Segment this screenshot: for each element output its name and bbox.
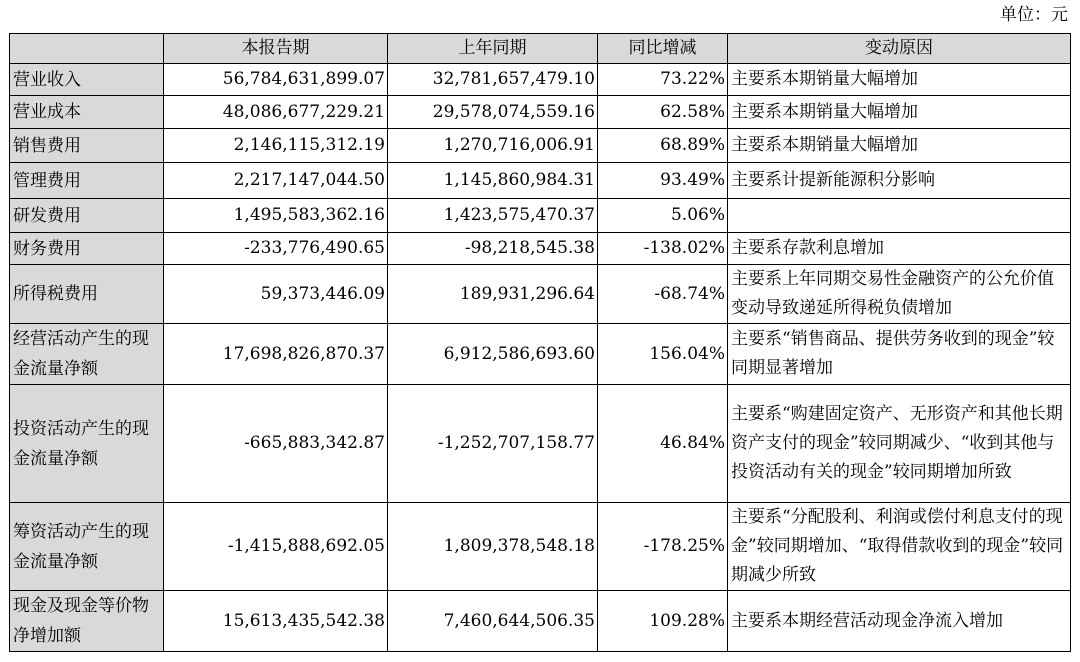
row-reason: 主要系“分配股利、利润或偿付利息支付的现金”较同期增加、“取得借款收到的现金”较同期减少所致 — [728, 503, 1071, 591]
row-change-percent: 73.22% — [598, 64, 728, 96]
row-change-percent: 68.89% — [598, 129, 728, 163]
row-reason: 主要系计提新能源积分影响 — [728, 163, 1071, 199]
header-prior-period: 上年同期 — [388, 34, 598, 64]
row-current-value: 48,086,677,229.21 — [164, 96, 388, 129]
row-reason: 主要系本期销量大幅增加 — [728, 129, 1071, 163]
row-item-label: 筹资活动产生的现金流量净额 — [10, 503, 164, 591]
row-prior-value: 1,809,378,548.18 — [388, 503, 598, 591]
header-item — [10, 34, 164, 64]
row-reason: 主要系“销售商品、提供劳务收到的现金”较同期显著增加 — [728, 324, 1071, 385]
financial-comparison-table — [9, 33, 1071, 652]
row-prior-value: 1,145,860,984.31 — [388, 163, 598, 199]
header-yoy-change: 同比增减 — [598, 34, 728, 64]
row-item-label: 销售费用 — [10, 129, 164, 163]
row-current-value: 2,217,147,044.50 — [164, 163, 388, 199]
row-reason: 主要系“购建固定资产、无形资产和其他长期资产支付的现金”较同期减少、“收到其他与投资活动有关的现金”较同期增加所致 — [728, 385, 1071, 503]
row-change-percent: 46.84% — [598, 385, 728, 503]
row-reason: 主要系本期经营活动现金净流入增加 — [728, 591, 1071, 652]
row-prior-value: 1,270,716,006.91 — [388, 129, 598, 163]
row-item-label: 营业收入 — [10, 64, 164, 96]
row-item-label: 现金及现金等价物净增加额 — [10, 591, 164, 652]
row-reason: 主要系本期销量大幅增加 — [728, 96, 1071, 129]
table-header-row — [10, 34, 1071, 64]
row-item-label: 管理费用 — [10, 163, 164, 199]
row-change-percent: -178.25% — [598, 503, 728, 591]
row-current-value: 1,495,583,362.16 — [164, 199, 388, 233]
row-item-label: 研发费用 — [10, 199, 164, 233]
table-row — [10, 385, 1071, 503]
row-reason — [728, 199, 1071, 233]
row-prior-value: -1,252,707,158.77 — [388, 385, 598, 503]
table-row — [10, 199, 1071, 233]
row-change-percent: 109.28% — [598, 591, 728, 652]
row-current-value: -665,883,342.87 — [164, 385, 388, 503]
table-row — [10, 324, 1071, 385]
row-prior-value: 29,578,074,559.16 — [388, 96, 598, 129]
row-change-percent: 5.06% — [598, 199, 728, 233]
row-prior-value: 7,460,644,506.35 — [388, 591, 598, 652]
row-prior-value: 1,423,575,470.37 — [388, 199, 598, 233]
row-current-value: 59,373,446.09 — [164, 265, 388, 324]
row-current-value: 17,698,826,870.37 — [164, 324, 388, 385]
table-row — [10, 129, 1071, 163]
header-reason: 变动原因 — [728, 34, 1071, 64]
table-row — [10, 96, 1071, 129]
row-prior-value: -98,218,545.38 — [388, 233, 598, 265]
row-change-percent: 93.49% — [598, 163, 728, 199]
row-current-value: 56,784,631,899.07 — [164, 64, 388, 96]
table-row — [10, 265, 1071, 324]
row-current-value: 15,613,435,542.38 — [164, 591, 388, 652]
row-item-label: 投资活动产生的现金流量净额 — [10, 385, 164, 503]
row-item-label: 所得税费用 — [10, 265, 164, 324]
table-row — [10, 64, 1071, 96]
row-item-label: 经营活动产生的现金流量净额 — [10, 324, 164, 385]
row-current-value: -1,415,888,692.05 — [164, 503, 388, 591]
row-change-percent: -68.74% — [598, 265, 728, 324]
row-current-value: -233,776,490.65 — [164, 233, 388, 265]
row-reason: 主要系本期销量大幅增加 — [728, 64, 1071, 96]
table-row — [10, 503, 1071, 591]
row-item-label: 财务费用 — [10, 233, 164, 265]
table-row — [10, 591, 1071, 652]
row-prior-value: 6,912,586,693.60 — [388, 324, 598, 385]
row-reason: 主要系上年同期交易性金融资产的公允价值变动导致递延所得税负债增加 — [728, 265, 1071, 324]
table-row — [10, 233, 1071, 265]
row-prior-value: 32,781,657,479.10 — [388, 64, 598, 96]
row-current-value: 2,146,115,312.19 — [164, 129, 388, 163]
row-reason: 主要系存款利息增加 — [728, 233, 1071, 265]
row-change-percent: 62.58% — [598, 96, 728, 129]
row-change-percent: -138.02% — [598, 233, 728, 265]
row-prior-value: 189,931,296.64 — [388, 265, 598, 324]
row-change-percent: 156.04% — [598, 324, 728, 385]
table-row — [10, 163, 1071, 199]
unit-label: 单位：元 — [1000, 5, 1068, 25]
header-current-period: 本报告期 — [164, 34, 388, 64]
row-item-label: 营业成本 — [10, 96, 164, 129]
